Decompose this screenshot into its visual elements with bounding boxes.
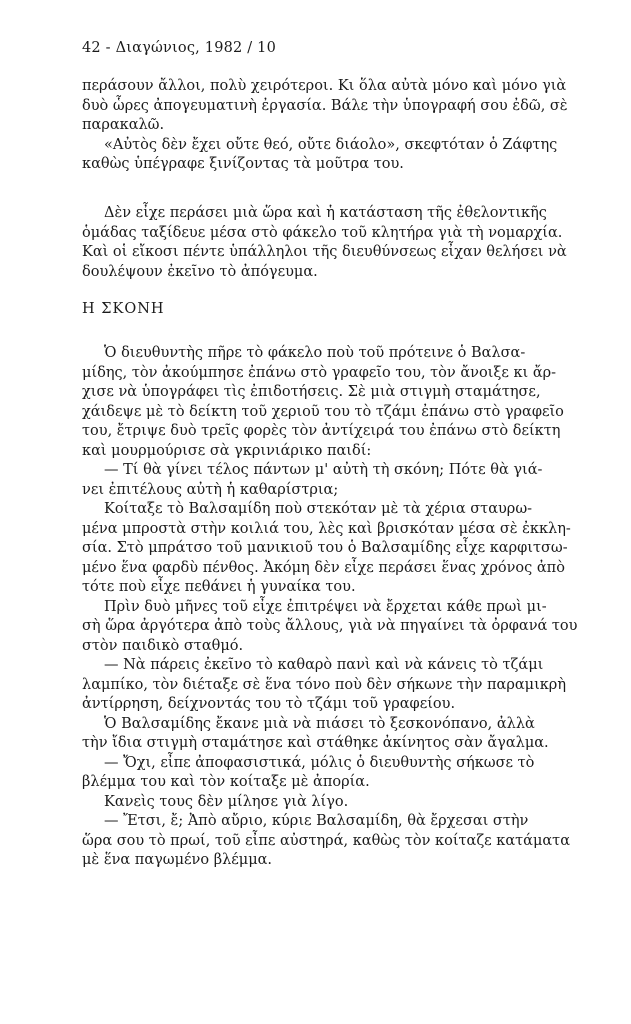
text-line: — Ἔτσι, ἔ; Ἀπὸ αὔριο, κύριε Βαλσαμίδη, θὰ ἔρχεσαι στὴν bbox=[104, 813, 529, 829]
text-line: Καὶ οἱ εἴκοσι πέντε ὑπάλληλοι τῆς διευθύνσεως εἶχαν θελήσει νὰ bbox=[82, 244, 567, 260]
text-line: μένα μπροστὰ στὴν κοιλιά του, λὲς καὶ βρισκόταν μέσα σὲ ἐκκλη- bbox=[82, 520, 571, 537]
text-line: καθὼς ὑπέγραφε ξινίζοντας τὰ μοῦτρα του. bbox=[82, 156, 404, 172]
text-line: ὁμάδας ταξίδευε μέσα στὸ φάκελο τοῦ κλητήρα γιὰ τὴ νομαρχία. bbox=[82, 224, 563, 241]
text-line: ὥρα σου τὸ πρωί, τοῦ εἶπε αὐστηρά, καθὼς τὸν κοίταζε κατάματα bbox=[82, 832, 570, 849]
text-line: τὴν ἴδια στιγμὴ σταμάτησε καὶ στάθηκε ἀκίνητος σὰν ἄγαλμα. bbox=[82, 735, 549, 751]
text-line: καὶ μουρμούρισε σὰ γκρινιάρικο παιδί: bbox=[82, 442, 372, 459]
text-line: του, ἔτριψε δυὸ τρεῖς φορὲς τὸν ἀντίχειρά του ἐπάνω στὸ δείκτη bbox=[82, 423, 561, 439]
text-line: — Νὰ πάρεις ἐκεῖνο τὸ καθαρὸ πανὶ καὶ νὰ κάνεις τὸ τζάμι bbox=[104, 657, 544, 673]
page-header: 42 - Διαγώνιος, 1982 / 10 bbox=[82, 40, 277, 56]
text-line: μίδης, τὸν ἀκούμπησε ἐπάνω στὸ γραφεῖο του, τὸν ἄνοιξε κι ἄρ- bbox=[82, 364, 557, 381]
text-line: δυὸ ὧρες ἀπογευματινὴ ἐργασία. Βάλε τὴν ὑπογραφή σου ἐδῶ, σὲ bbox=[82, 97, 568, 114]
paragraph-block-2 bbox=[82, 204, 620, 282]
text-line: Δὲν εἶχε περάσει μιὰ ὥρα καὶ ἡ κατάσταση τῆς ἐθελοντικῆς bbox=[104, 205, 547, 221]
text-line: σὴ ὥρα ἀργότερα ἀπὸ τοὺς ἄλλους, γιὰ νὰ πηγαίνει τὰ ὀρφανά του bbox=[82, 618, 578, 634]
text-line: ἀντίρρηση, δείχνοντάς του τὸ τζάμι τοῦ γραφείου. bbox=[82, 696, 456, 712]
text-line: σία. Στὸ μπράτσο τοῦ μανικιοῦ του ὁ Βαλσαμίδης εἶχε καρφιτσω- bbox=[82, 540, 568, 556]
text-line: «Αὐτὸς δὲν ἔχει οὔτε θεό, οὔτε διάολο», σκεφτόταν ὁ Ζάφτης bbox=[104, 136, 558, 153]
text-line: δουλέψουν ἐκεῖνο τὸ ἀπόγευμα. bbox=[82, 263, 318, 280]
text-line: στὸν παιδικὸ σταθμό. bbox=[82, 637, 244, 654]
text-line: μὲ ἕνα παγωμένο βλέμμα. bbox=[82, 852, 273, 868]
text-line: τότε ποὺ εἶχε πεθάνει ἡ γυναίκα του. bbox=[82, 579, 356, 595]
text-line: λαμπίκο, τὸν διέταξε σὲ ἕνα τόνο ποὺ δὲν σήκωνε τὴν παραμικρὴ bbox=[82, 676, 567, 693]
text-line: μένο ἕνα φαρδὺ πένθος. Ἀκόμη δὲν εἶχε περάσει ἕνας χρόνος ἀπὸ bbox=[82, 559, 565, 576]
text-line: νει ἐπιτέλους αὐτὴ ἡ καθαρίστρια; bbox=[82, 481, 339, 498]
text-line: χάιδεψε μὲ τὸ δείκτη τοῦ χεριοῦ του τὸ τζάμι ἐπάνω στὸ γραφεῖο bbox=[82, 403, 564, 420]
paragraph-block-3 bbox=[82, 344, 620, 871]
text-line: Κοίταξε τὸ Βαλσαμίδη ποὺ στεκόταν μὲ τὰ χέρια σταυρω- bbox=[104, 501, 533, 517]
text-line: Κανεὶς τους δὲν μίλησε γιὰ λίγο. bbox=[104, 793, 349, 810]
text-line: περάσουν ἄλλοι, πολὺ χειρότεροι. Κι ὅλα αὐτὰ μόνο καὶ μόνο γιὰ bbox=[82, 78, 567, 94]
text-line: Ὁ Βαλσαμίδης ἔκανε μιὰ νὰ πιάσει τὸ ξεσκονόπανο, ἀλλὰ bbox=[104, 715, 535, 732]
text-line: βλέμμα του καὶ τὸν κοίταξε μὲ ἀπορία. bbox=[82, 774, 370, 790]
text-line: παρακαλῶ. bbox=[82, 117, 165, 133]
text-line: Πρὶν δυὸ μῆνες τοῦ εἶχε ἐπιτρέψει νὰ ἔρχεται κάθε πρωὶ μι- bbox=[104, 598, 547, 615]
text-line: χισε νὰ ὑπογράφει τὶς ἐπιδοτήσεις. Σὲ μιὰ στιγμὴ σταμάτησε, bbox=[82, 384, 541, 400]
paragraph-block-1 bbox=[82, 77, 620, 175]
text-line: — Ὄχι, εἶπε ἀποφασιστικά, μόλις ὁ διευθυντὴς σήκωσε τὸ bbox=[104, 754, 535, 771]
text-line: Ὁ διευθυντὴς πῆρε τὸ φάκελο ποὺ τοῦ πρότεινε ὁ Βαλσα- bbox=[104, 345, 526, 361]
text-line: — Τί θὰ γίνει τέλος πάντων μ' αὐτὴ τὴ σκόνη; Πότε θὰ γιά- bbox=[104, 462, 543, 478]
section-title: Η ΣΚΟΝΗ bbox=[82, 301, 165, 317]
